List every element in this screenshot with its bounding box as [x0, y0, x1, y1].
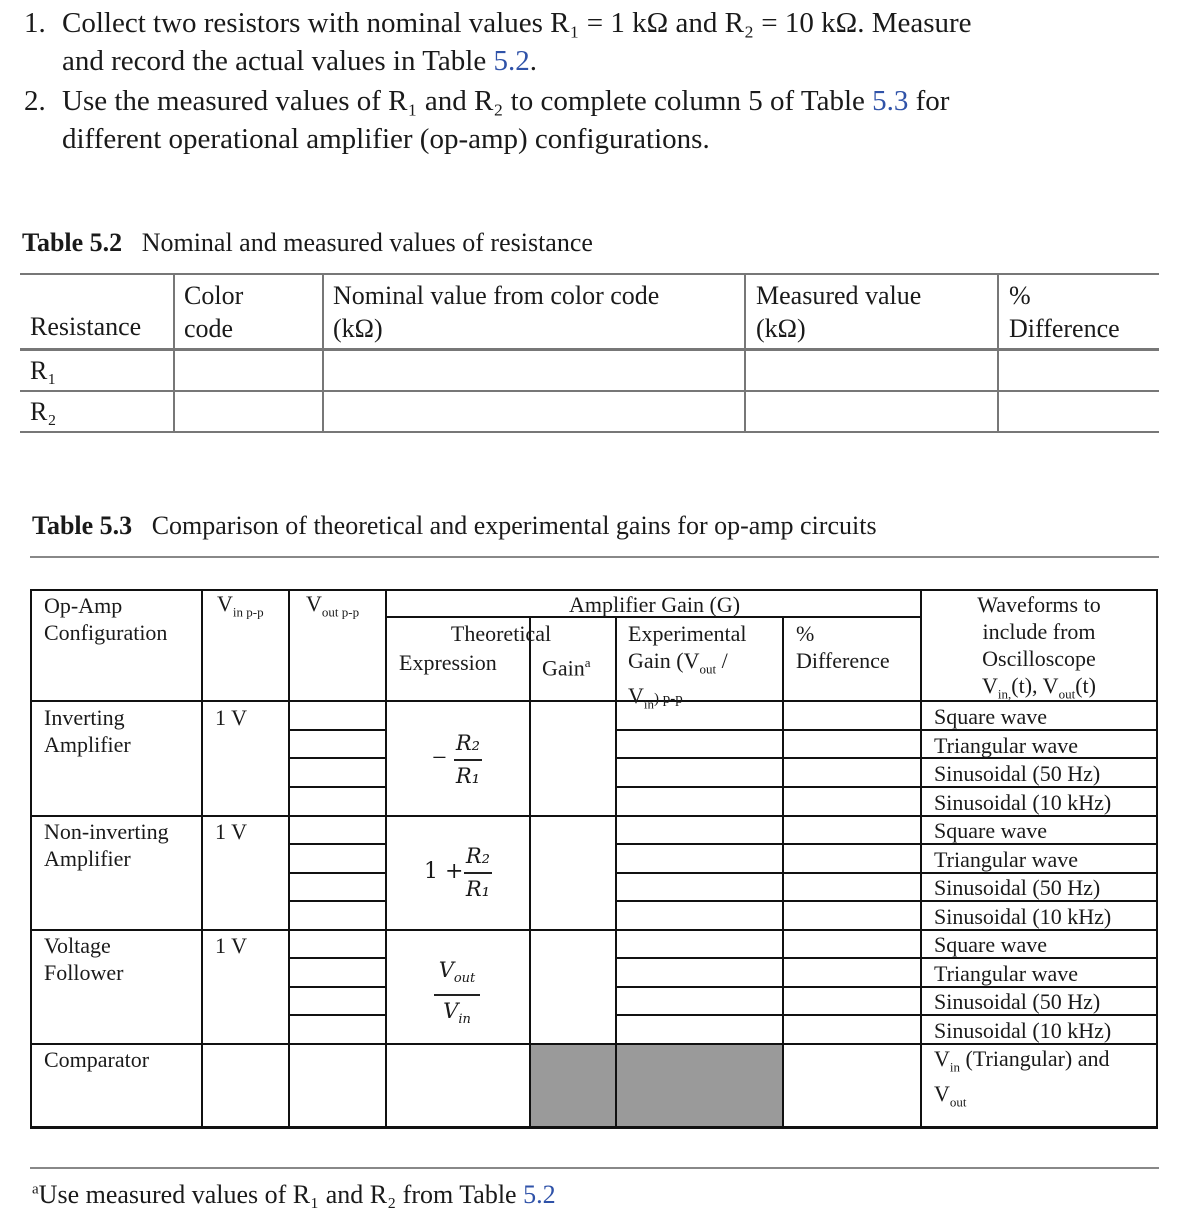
step-1-line-1: Collect two resistors with nominal values R₁ = 1 kΩ and R₂ = 10 kΩ. Measure: [62, 7, 972, 39]
wave-item: Square wave: [934, 932, 1048, 957]
border: [529, 617, 531, 1129]
rule: [20, 390, 1159, 392]
subscript: in p-p: [232, 604, 264, 620]
header-line: [628, 647, 747, 682]
step-2-line-2: different operational amplifier (op-amp) configurations.: [62, 123, 710, 155]
step-number: 2.: [24, 85, 46, 117]
header-line: Oscilloscope: [982, 646, 1096, 671]
wave-list: [934, 703, 1111, 817]
header-percent-difference: [1009, 279, 1120, 345]
vin-value: 1 V: [215, 933, 247, 958]
caption-rule: [30, 556, 1159, 558]
subscript: out: [1058, 686, 1076, 702]
config-line: Non-inverting: [44, 819, 169, 844]
header-line: include from: [982, 619, 1096, 644]
rule: [20, 348, 1159, 351]
subscript: out p-p: [321, 604, 360, 620]
text: Gain (V: [628, 648, 700, 673]
header-vout: [306, 590, 359, 625]
wave-item: Sinusoidal (10 kHz): [934, 903, 1112, 929]
header-expression: Expression: [399, 650, 497, 675]
border: [288, 872, 387, 874]
step-2: [62, 82, 1172, 158]
header-line: Measured value: [756, 281, 922, 310]
border: [288, 729, 387, 731]
step-2-text-end: for: [908, 85, 950, 117]
text: (Triangular) and: [960, 1046, 1110, 1071]
header-percent-difference: [796, 620, 890, 674]
header-line: Difference: [1009, 314, 1120, 343]
table-5-2-link[interactable]: 5.2: [493, 45, 530, 77]
footnote: [32, 1180, 556, 1210]
header-color-code: [184, 279, 243, 345]
header-waveforms: [922, 591, 1156, 707]
caption-text: Nominal and measured values of resistance: [141, 228, 593, 257]
step-1-text: and record the actual values in Table: [62, 45, 494, 77]
header-line: %: [1009, 281, 1031, 310]
border: [1156, 589, 1158, 1129]
config-line: Follower: [44, 960, 124, 985]
wave-line: [934, 1045, 1110, 1080]
caption-label: Table 5.2: [22, 228, 123, 257]
subscript: out: [949, 1094, 967, 1110]
header-line: Color: [184, 281, 244, 310]
header-line: Nominal value from color code: [333, 281, 660, 310]
fraction-bar: [464, 872, 492, 874]
denominator: R₁: [455, 764, 481, 788]
text: (t), V: [1011, 673, 1059, 698]
text: /: [716, 648, 728, 673]
caption-text: Comparison of theoretical and experimental gains for op-amp circuits: [151, 511, 877, 540]
row-label-r1: R₁: [30, 356, 57, 385]
config-line: Inverting: [44, 705, 125, 730]
rule: [322, 275, 324, 433]
config-line: Voltage: [44, 933, 111, 958]
expr-fraction: [464, 843, 492, 903]
wave-item: Square wave: [934, 818, 1048, 843]
config-non-inverting: [44, 818, 169, 872]
v-symbol: V: [306, 591, 322, 616]
wave-comparator: [934, 1045, 1110, 1116]
expr-prefix: 1 +: [424, 859, 464, 884]
rule: [173, 275, 175, 433]
wave-item: Triangular wave: [934, 732, 1078, 758]
v-symbol: V: [217, 591, 233, 616]
table-5-3-link[interactable]: 5.3: [872, 85, 909, 117]
header-experimental: [628, 620, 747, 718]
vin-value: 1 V: [215, 819, 247, 844]
wave-item: Sinusoidal (50 Hz): [934, 989, 1101, 1014]
wave-list: [934, 931, 1111, 1045]
v-symbol: V: [934, 1081, 950, 1107]
header-gain: [542, 649, 591, 681]
footnote-marker: a: [32, 1181, 39, 1198]
border: [288, 1014, 387, 1016]
step-1: [62, 4, 1172, 80]
header-line: Op-Amp: [44, 593, 123, 618]
header-line: [628, 682, 747, 717]
text: V: [982, 673, 998, 698]
header-config: [44, 592, 167, 646]
header-line: Waveforms to: [977, 592, 1101, 617]
v-symbol: V: [934, 1046, 950, 1071]
footnote-text: Use measured values of R₁ and R₂ from Table: [38, 1180, 524, 1209]
border: [288, 900, 387, 902]
subscript: in: [458, 1012, 471, 1028]
step-2-text: Use the measured values of R₁ and R₂ to complete column 5 of Table: [62, 85, 873, 117]
caption-label: Table 5.3: [32, 511, 133, 540]
config-line: Amplifier: [44, 846, 131, 871]
subscript: in: [643, 696, 655, 712]
header-theoretical: Theoretical: [450, 621, 552, 646]
v-symbol: V: [438, 958, 454, 982]
subscript: out: [453, 971, 476, 987]
step-1-line-2: [62, 42, 1172, 80]
numerator: R₂: [455, 731, 481, 755]
rule: [20, 273, 1159, 275]
expr-prefix: −: [432, 743, 447, 772]
denominator: R₁: [465, 877, 491, 901]
numerator: R₂: [465, 844, 491, 868]
header-line: %: [796, 621, 815, 646]
header-vin: [217, 590, 264, 625]
vin-value: 1 V: [215, 705, 247, 730]
border: [30, 1126, 1158, 1129]
step-1-period: .: [529, 45, 537, 77]
border: [201, 589, 203, 1129]
border: [288, 589, 290, 1129]
wave-item: Triangular wave: [934, 960, 1078, 986]
config-comparator: Comparator: [44, 1047, 150, 1072]
footnote-rule: [30, 1167, 1159, 1169]
border: [288, 757, 387, 759]
step-number: 1.: [24, 7, 46, 39]
border: [288, 843, 387, 845]
border: [30, 589, 32, 1129]
wave-item: Square wave: [934, 704, 1048, 729]
fraction-bar: [454, 759, 482, 761]
gain-text: Gain: [542, 655, 585, 681]
text: (t): [1075, 673, 1096, 698]
text: V: [628, 683, 644, 709]
table-5-2-caption: [22, 228, 593, 258]
header-line: Difference: [796, 648, 890, 673]
header-line: Configuration: [44, 620, 168, 645]
row-label-r2: R₂: [30, 397, 57, 426]
header-amplifier-gain: Amplifier Gain (G): [568, 592, 741, 617]
wave-list: [934, 817, 1111, 931]
v-symbol: V: [443, 999, 459, 1024]
subscript: out: [699, 661, 717, 677]
border: [288, 986, 387, 988]
wave-item: Sinusoidal (50 Hz): [934, 875, 1101, 900]
header-line: code: [184, 314, 234, 343]
denominator: [434, 998, 480, 1033]
numerator: [434, 957, 480, 992]
wave-item: Triangular wave: [934, 846, 1078, 872]
rule: [20, 431, 1159, 433]
expr-fraction: [454, 730, 482, 790]
wave-line: [934, 1080, 1110, 1115]
table-5-3-caption: [32, 511, 877, 541]
config-line: Amplifier: [44, 732, 131, 757]
header-line: (kΩ): [333, 314, 383, 343]
border: [385, 589, 387, 1129]
text: ) p-p: [654, 691, 683, 708]
fraction-bar: [434, 994, 480, 996]
config-voltage-follower: [44, 932, 123, 986]
config-inverting: [44, 704, 131, 758]
subscript: in: [949, 1059, 961, 1075]
shaded-cell: [531, 1044, 615, 1126]
step-2-line-1: [62, 82, 1172, 120]
border: [288, 786, 387, 788]
header-line: Experimental: [628, 621, 747, 646]
wave-item: Sinusoidal (10 kHz): [934, 789, 1112, 815]
subscript: in,: [997, 686, 1012, 702]
expr-fraction: [434, 957, 480, 1033]
shaded-cell: [617, 1044, 782, 1126]
footnote-marker: a: [584, 655, 591, 670]
border: [288, 957, 387, 959]
table-5-2-link[interactable]: 5.2: [523, 1180, 556, 1209]
header-nominal-value: [333, 279, 659, 345]
rule: [997, 275, 999, 433]
wave-item: Sinusoidal (50 Hz): [934, 761, 1101, 786]
header-line: (kΩ): [756, 314, 806, 343]
header-resistance: Resistance: [30, 312, 142, 341]
header-measured-value: [756, 279, 921, 345]
rule: [744, 275, 746, 433]
wave-item: Sinusoidal (10 kHz): [934, 1017, 1112, 1043]
